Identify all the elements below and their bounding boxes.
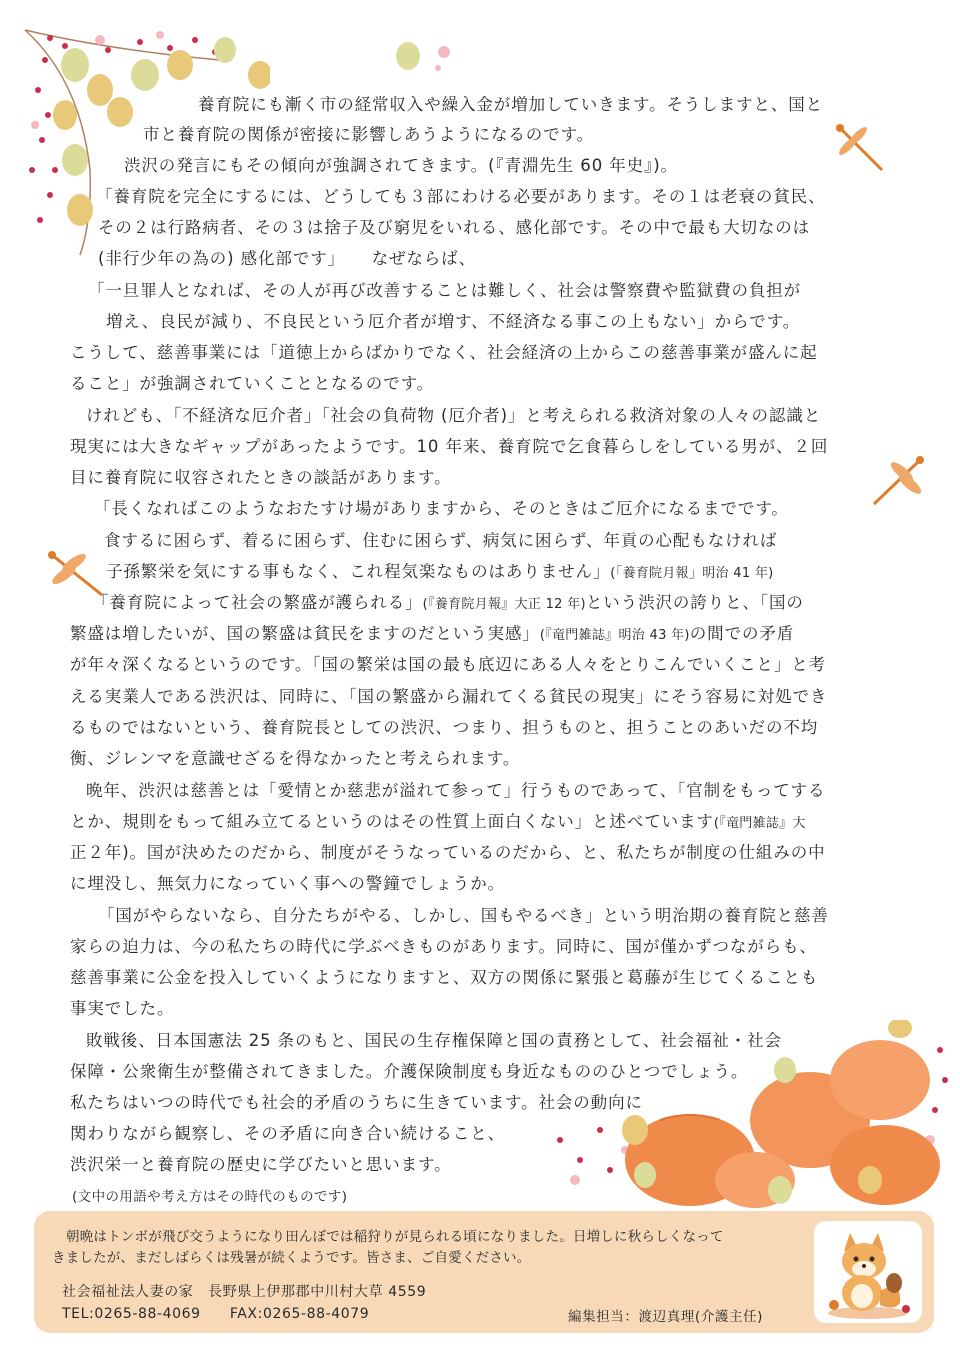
mascot-frame	[814, 1221, 922, 1323]
body-line: けれども、「不経済な厄介者」「社会の負荷物 (厄介者)」と考えられる救済対象の人々の認識と	[86, 406, 822, 425]
body-line: 目に養育院に収容されたときの談話があります。	[70, 468, 452, 487]
body-line: 衡、ジレンマを意識せざるを得なかったと考えられます。	[70, 749, 521, 768]
body-line	[70, 623, 794, 647]
body-line: 敗戦後、日本国憲法 25 条のもと、国民の生存権保障と国の責務として、社会福祉・社会	[86, 1031, 782, 1050]
body-line: 慈善事業に公金を投入していくようになりますと、双方の関係に緊張と葛藤が生じてくることも	[70, 968, 819, 987]
body-line: 養育院にも漸く市の経常収入や繰入金が増加していきます。そうしますと、国と	[198, 95, 824, 114]
body-line: 渋沢の発言にもその傾向が強調されてきます。(『青淵先生 60 年史』)。	[124, 156, 678, 175]
body-line: 増え、良民が減り、不良民という厄介者が増す、不経済なる事この上もない」からです。	[106, 312, 801, 331]
body-text: とか、規則をもって組み立てるというのはその性質上面白くない」と述べています	[70, 812, 714, 831]
body-line: その２は行路病者、その３は捨子及び窮児をいれる、感化部です。その中で最も大切なのは	[98, 218, 811, 237]
body-line: 市と養育院の関係が密接に影響しあうようになるのです。	[143, 125, 595, 144]
citation: (『竜門雑誌』大	[713, 816, 806, 831]
body-line	[92, 592, 804, 616]
body-line: に埋没し、無気力になっていく事への警鐘でしょうか。	[70, 874, 505, 893]
body-line: こうして、慈善事業には「道徳上からばかりでなく、社会経済の上からこの慈善事業が盛んに起	[70, 343, 818, 362]
body-text: という渋沢の誇りと、「国の	[585, 593, 804, 612]
body-text: 繁盛は増したいが、国の繁盛は貧民をますのだという実感」	[70, 624, 540, 643]
body-line: 「一旦罪人となれば、その人が再び改善することは難しく、社会は警察費や監獄費の負担が	[88, 281, 802, 300]
note-line: (文中の用語や考え方はその時代のものです)	[72, 1189, 348, 1205]
body-line: 保障・公衆衛生が整備されてきました。介護保険制度も身近なもののひとつでしょう。	[70, 1062, 749, 1081]
citation: (『竜門雑誌』明治 43 年)	[539, 628, 690, 643]
footer-message-line: きましたが、まだしばらくは残暑が続くようです。皆さま、ご自愛ください。	[52, 1250, 531, 1266]
fox-mascot-icon	[814, 1221, 922, 1323]
body-line: ること」が強調されていくこととなるのです。	[70, 374, 435, 393]
body-line: 「養育院を完全にするには、どうしても３部にわける必要があります。その１は老衰の貧民、	[96, 187, 826, 206]
body-text: 子孫繁栄を気にする事もなく、これ程気楽なものはありません」	[106, 562, 611, 581]
body-line: 渋沢栄一と養育院の歴史に学びたいと思います。	[70, 1155, 452, 1174]
body-line: (非行少年の為の) 感化部です」 なぜならば、	[98, 249, 476, 268]
body-text: 「養育院によって社会の繁盛が護られる」	[92, 593, 423, 612]
body-text: の間での矛盾	[689, 624, 795, 643]
body-line: 「国がやらないなら、自分たちがやる、しかし、国もやるべき」という明治期の養育院と慈善	[98, 906, 829, 925]
body-line: 正２年)。国が決めたのだから、制度がそうなっているのだから、と、私たちが制度の仕組みの中	[70, 843, 826, 862]
body-line: 私たちはいつの時代でも社会的矛盾のうちに生きています。社会の動向に	[70, 1093, 643, 1112]
body-line: 食するに困らず、着るに困らず、住むに困らず、病気に困らず、年貢の心配もなければ	[104, 531, 778, 550]
footer-box	[34, 1211, 934, 1333]
body-line: るものではないという、養育院長としての渋沢、つまり、担うものと、担うことのあいだの不均	[70, 718, 819, 737]
editor-credit: 編集担当：渡辺真理(介護主任)	[568, 1309, 764, 1325]
body-line: 家らの迫力は、今の私たちの時代に学ぶべきものがあります。同時に、国が僅かずつながらも、	[70, 937, 817, 956]
body-line: 事実でした。	[70, 999, 175, 1018]
citation: (『養育院月報』大正 12 年)	[422, 597, 586, 612]
body-line: 関わりながら観察し、その矛盾に向き合い続けること、	[70, 1124, 505, 1143]
body-line: が年々深くなるというのです。「国の繁栄は国の最も底辺にある人々をとりこんでいくこと」と考	[70, 655, 827, 674]
organization-address: 社会福祉法人妻の家 長野県上伊那郡中川村大草 4559	[62, 1284, 427, 1300]
citation: (「養育院月報」明治 41 年)	[610, 566, 774, 581]
body-line	[106, 561, 774, 585]
contact-numbers: TEL:0265-88-4069 FAX:0265-88-4079	[62, 1306, 370, 1322]
footer-message-line: 朝晩はトンボが飛び交うようになり田んぼでは稲狩りが見られる頃になりました。日増しに秋らしくなって	[66, 1229, 724, 1245]
body-line: える実業人である渋沢は、同時に、「国の繁盛から漏れてくる貧民の現実」にそう容易に対処でき	[70, 687, 828, 706]
body-line: 「長くなればこのようなおたすけ場がありますから、そのときはご厄介になるまでです。	[94, 499, 789, 518]
body-line	[70, 811, 806, 835]
body-line: 晩年、渋沢は慈善とは「愛情とか慈悲が溢れて参って」行うものであって、「官制をもってする	[86, 781, 826, 800]
body-line: 現実には大きなギャップがあったようです。10 年来、養育院で乞食暮らしをしている男が、２回	[70, 437, 829, 456]
